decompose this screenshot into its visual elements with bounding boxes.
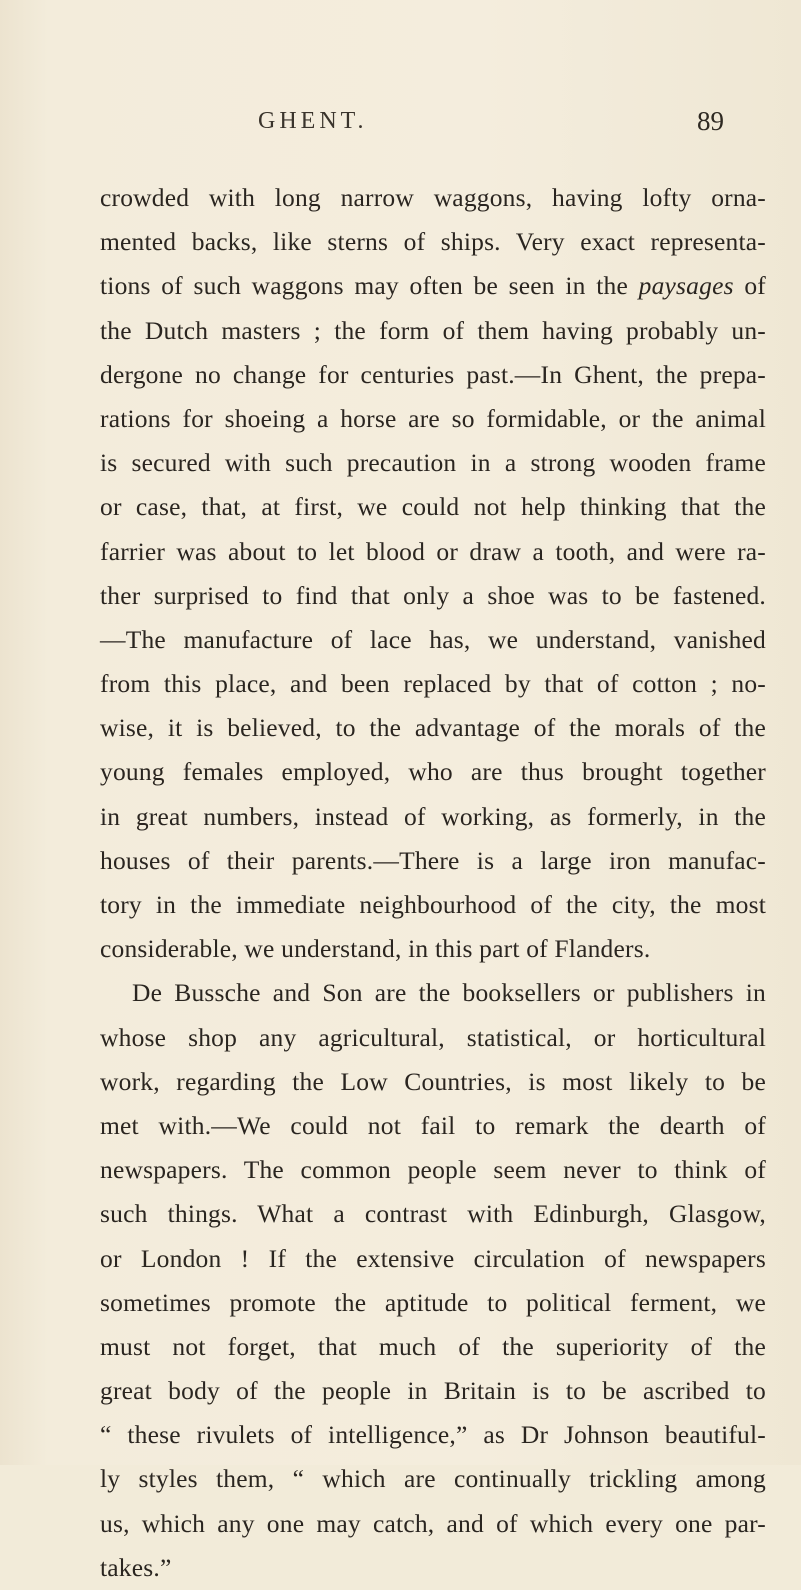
italic-phrase: paysages [638, 271, 734, 301]
paragraph-start-line: De Bussche and Son are the booksellers or publishers in [132, 978, 766, 1008]
text-line: or case, that, at first, we could not help thinking that the [100, 492, 766, 522]
text-line: young females employed, who are thus brought together [100, 757, 766, 787]
text-line: wise, it is believed, to the advantage of the morals of the [100, 713, 766, 743]
text-line: the Dutch masters ; the form of them having probably un- [100, 315, 766, 345]
text-line: is secured with such precaution in a strong wooden frame [100, 448, 766, 478]
text-line: ther surprised to find that only a shoe was to be fastened. [100, 580, 766, 610]
paragraph-end-line: considerable, we understand, in this part of Flanders. [100, 934, 651, 964]
text-line: met with.—We could not fail to remark the dearth of [100, 1110, 766, 1140]
running-head [0, 108, 801, 152]
text-line: sometimes promote the aptitude to political ferment, we [100, 1287, 766, 1317]
text-line-end: of [733, 271, 766, 301]
text-line: or London ! If the extensive circulation of newspapers [100, 1243, 766, 1273]
text-line: in great numbers, instead of working, as formerly, in the [100, 801, 766, 831]
text-line: whose shop any agricultural, statistical, or horticultural [100, 1022, 766, 1052]
text-line: mented backs, like sterns of ships. Very exact representa- [100, 227, 766, 257]
text-line [100, 264, 766, 308]
text-line-start: tions of such waggons may often be seen in the [100, 271, 628, 301]
text-line: crowded with long narrow waggons, having lofty orna- [100, 183, 766, 212]
text-line: —The manufacture of lace has, we understand, vanished [100, 624, 766, 654]
text-line: “ these rivulets of intelligence,” as Dr Johnson beautiful- [100, 1420, 766, 1450]
text-line: houses of their parents.—There is a large iron manufac- [100, 845, 766, 875]
text-line: newspapers. The common people seem never to think of [100, 1155, 766, 1185]
page-number: 89 [697, 106, 724, 136]
text-line: dergone no change for centuries past.—In Ghent, the prepa- [100, 359, 766, 389]
running-title: GHENT. [258, 108, 368, 134]
text-line: farrier was about to let blood or draw a tooth, and were ra- [100, 536, 766, 566]
paragraph-end-line: takes.” [100, 1552, 172, 1582]
text-line: work, regarding the Low Countries, is most likely to be [100, 1066, 766, 1096]
text-line: great body of the people in Britain is to be ascribed to [100, 1376, 766, 1406]
text-line: such things. What a contrast with Edinburgh, Glasgow, [100, 1199, 766, 1229]
text-line: ly styles them, “ which are continually trickling among [100, 1464, 766, 1494]
body-text [100, 176, 766, 1590]
text-line: rations for shoeing a horse are so formidable, or the animal [100, 403, 766, 433]
text-line: tory in the immediate neighbourhood of the city, the most [100, 890, 766, 919]
text-line: from this place, and been replaced by that of cotton ; no- [100, 669, 766, 699]
text-line: must not forget, that much of the superiority of the [100, 1331, 766, 1361]
text-line: us, which any one may catch, and of which every one par- [100, 1508, 766, 1538]
